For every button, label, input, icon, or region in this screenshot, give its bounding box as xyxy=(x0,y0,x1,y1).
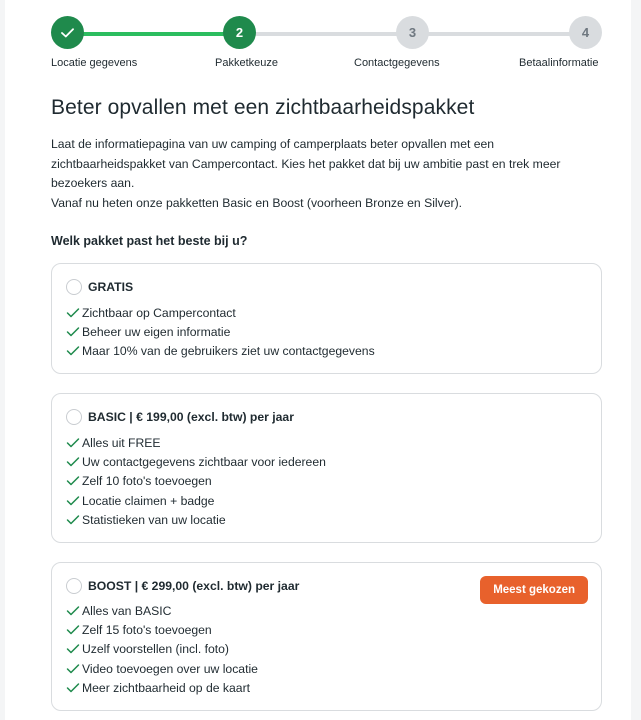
package-title: GRATIS xyxy=(88,280,134,294)
feature-label: Beheer uw eigen informatie xyxy=(82,325,231,340)
package-option-gratis[interactable] xyxy=(51,263,602,374)
feature-item xyxy=(66,472,326,491)
feature-item xyxy=(66,601,258,620)
feature-item xyxy=(66,620,258,639)
feature-item xyxy=(66,452,326,471)
step-2-indicator[interactable]: 2 xyxy=(223,16,256,49)
feature-item xyxy=(66,491,326,510)
feature-item xyxy=(66,659,258,678)
feature-item xyxy=(66,511,326,530)
feature-label: Alles uit FREE xyxy=(82,435,161,450)
package-radio-basic[interactable] xyxy=(66,409,82,425)
feature-label: Uw contactgegevens zichtbaar voor iedereen xyxy=(82,455,326,470)
page-title: Beter opvallen met een zichtbaarheidspakket xyxy=(51,96,475,119)
feature-label: Meer zichtbaarheid op de kaart xyxy=(82,681,251,696)
feature-list xyxy=(66,601,258,698)
feature-label: Maar 10% van de gebruikers ziet uw contactgegevens xyxy=(82,344,375,359)
check-icon xyxy=(66,663,80,675)
feature-label: Zichtbaar op Campercontact xyxy=(82,305,236,320)
package-option-boost[interactable] xyxy=(51,562,602,711)
feature-label: Zelf 10 foto's toevoegen xyxy=(82,474,212,489)
step-4-indicator: 4 xyxy=(569,16,602,49)
progress-stepper xyxy=(51,16,603,76)
package-radio-boost[interactable] xyxy=(66,578,82,594)
step-1-check-icon[interactable] xyxy=(51,16,84,49)
check-icon xyxy=(66,624,80,636)
check-icon xyxy=(66,605,80,617)
feature-label: Locatie claimen + badge xyxy=(82,493,215,508)
feature-item xyxy=(66,679,258,698)
check-icon xyxy=(66,456,80,468)
feature-label: Video toevoegen over uw locatie xyxy=(82,661,258,676)
check-icon xyxy=(66,307,80,319)
feature-item xyxy=(66,640,258,659)
package-option-basic[interactable] xyxy=(51,393,602,543)
check-icon xyxy=(66,643,80,655)
feature-item xyxy=(66,322,375,341)
package-radio-gratis[interactable] xyxy=(66,279,82,295)
feature-label: Statistieken van uw locatie xyxy=(82,513,226,528)
intro-rename-note: Vanaf nu heten onze pakketten Basic en Boost (voorheen Bronze en Silver). xyxy=(51,195,463,210)
page-card xyxy=(5,0,631,720)
step-3-indicator: 3 xyxy=(396,16,429,49)
feature-item xyxy=(66,342,375,361)
most-chosen-badge: Meest gekozen xyxy=(480,576,588,604)
check-icon xyxy=(66,514,80,526)
feature-list xyxy=(66,303,375,361)
step-3-label: Contactgegevens xyxy=(354,57,440,69)
step-1-label: Locatie gegevens xyxy=(51,57,138,69)
package-title: BASIC | € 199,00 (excl. btw) per jaar xyxy=(88,410,294,424)
step-2-label: Pakketkeuze xyxy=(215,57,278,69)
check-icon xyxy=(66,495,80,507)
check-icon xyxy=(66,682,80,694)
feature-label: Alles van BASIC xyxy=(82,603,172,618)
intro-text xyxy=(51,135,571,213)
intro-paragraph: Laat de informatiepagina van uw camping of camperplaats beter opvallen met een zichtbaarheidspakket van Campercontact. Kies het pakket dat bij uw ambitie past en trek meer bezoekers aan. xyxy=(51,137,561,190)
feature-label: Uzelf voorstellen (incl. foto) xyxy=(82,642,229,657)
check-icon xyxy=(66,437,80,449)
check-icon xyxy=(66,326,80,338)
feature-label: Zelf 15 foto's toevoegen xyxy=(82,623,212,638)
feature-item xyxy=(66,303,375,322)
check-icon xyxy=(66,345,80,357)
package-question: Welk pakket past het beste bij u? xyxy=(51,234,248,248)
feature-list xyxy=(66,433,326,530)
step-4-label: Betaalinformatie xyxy=(519,57,599,69)
package-title: BOOST | € 299,00 (excl. btw) per jaar xyxy=(88,579,300,593)
check-icon xyxy=(66,475,80,487)
feature-item xyxy=(66,433,326,452)
